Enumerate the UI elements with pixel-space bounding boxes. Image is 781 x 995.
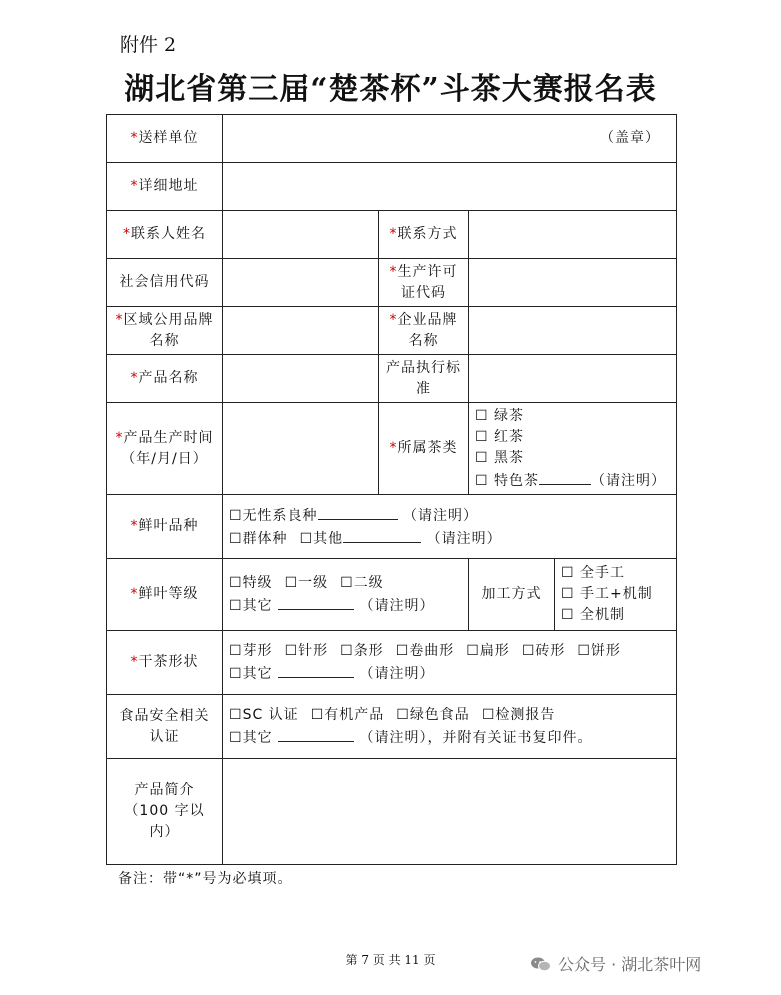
option-organic[interactable]: ☐有机产品 <box>310 706 385 723</box>
option-hand-machine[interactable]: ☐ 手工+机制 <box>561 586 653 602</box>
tea-category-options <box>469 403 677 495</box>
option-shape-needle[interactable]: ☐针形 <box>284 642 329 659</box>
option-shape-bud[interactable]: ☐芽形 <box>229 642 273 659</box>
option-shape-flat[interactable]: ☐扁形 <box>466 642 510 659</box>
option-grade-special[interactable]: ☐特级 <box>229 574 273 591</box>
address-label: *详细地址 <box>107 163 223 211</box>
option-clonal-variety[interactable]: ☐无性系良种 <box>229 507 318 524</box>
leaf-grade-label: *鲜叶等级 <box>107 559 223 631</box>
regional-brand-label: *区域公用品牌名称 <box>107 307 223 355</box>
option-population-variety[interactable]: ☐群体种 <box>229 530 288 547</box>
option-shape-strip[interactable]: ☐条形 <box>340 642 384 659</box>
attachment-label: 附件 2 <box>120 34 177 56</box>
dry-shape-label: *干茶形状 <box>107 631 223 695</box>
option-shape-cake[interactable]: ☐饼形 <box>577 642 621 659</box>
tea-category-label: *所属茶类 <box>379 403 469 495</box>
contact-method-field[interactable] <box>469 211 677 259</box>
dry-shape-options: ☐芽形 ☐针形 ☐条形 ☐卷曲形 ☐扁形 ☐砖形 ☐饼形 ☐其它 （请注明） <box>223 631 677 695</box>
watermark: 公众号 · 湖北茶叶网 <box>530 952 701 975</box>
license-code-label: *生产许可证代码 <box>379 259 469 307</box>
option-shape-brick[interactable]: ☐砖形 <box>521 642 566 659</box>
product-name-label: *产品名称 <box>107 355 223 403</box>
option-sc-cert[interactable]: ☐SC 认证 <box>229 706 299 723</box>
option-grade-first[interactable]: ☐一级 <box>284 574 329 591</box>
exec-standard-field[interactable] <box>469 355 677 403</box>
option-specialty-tea[interactable]: ☐ 特色茶 （请注明） <box>475 469 670 492</box>
contact-name-label: *联系人姓名 <box>107 211 223 259</box>
option-shape-other[interactable]: ☐其它 <box>229 665 273 682</box>
option-shape-curly[interactable]: ☐卷曲形 <box>395 642 455 659</box>
option-grade-second[interactable]: ☐二级 <box>340 574 384 591</box>
production-time-label: *产品生产时间 （年/月/日） <box>107 403 223 495</box>
leaf-variety-options: ☐无性系良种 （请注明） ☐群体种 ☐其他 （请注明） <box>223 495 677 559</box>
product-name-field[interactable] <box>223 355 379 403</box>
wechat-icon <box>530 956 552 972</box>
sender-unit-field[interactable] <box>223 115 677 163</box>
footnote: 备注：带“*”号为必填项。 <box>118 871 293 887</box>
contact-name-field[interactable] <box>223 211 379 259</box>
processing-options <box>555 559 677 631</box>
option-handmade[interactable]: ☐ 全手工 <box>561 565 626 581</box>
regional-brand-field[interactable] <box>223 307 379 355</box>
page-number: 第 7 页 共 11 页 <box>345 953 436 967</box>
intro-field[interactable] <box>223 759 677 865</box>
option-machine[interactable]: ☐ 全机制 <box>561 607 626 623</box>
food-safety-label: 食品安全相关认证 <box>107 695 223 759</box>
registration-form <box>106 114 677 865</box>
license-code-field[interactable] <box>469 259 677 307</box>
contact-method-label: *联系方式 <box>379 211 469 259</box>
enterprise-brand-field[interactable] <box>469 307 677 355</box>
seal-note: （盖章） <box>600 130 660 146</box>
form-title: 湖北省第三届“楚茶杯”斗茶大赛报名表 <box>124 72 657 107</box>
option-green-tea[interactable]: ☐ 绿茶 <box>475 407 525 424</box>
intro-label: 产品简介（100 字以内） <box>107 759 223 865</box>
enterprise-brand-label: *企业品牌名称 <box>379 307 469 355</box>
option-black-tea[interactable]: ☐ 红茶 <box>475 428 525 445</box>
option-green-food[interactable]: ☐绿色食品 <box>396 706 470 723</box>
processing-label: 加工方式 <box>469 559 555 631</box>
credit-code-label: 社会信用代码 <box>107 259 223 307</box>
food-safety-options: ☐SC 认证 ☐有机产品 ☐绿色食品 ☐检测报告 ☐其它 （请注明），并附有关证书复印件。 <box>223 695 677 759</box>
option-cert-other[interactable]: ☐其它 <box>229 729 273 746</box>
leaf-variety-label: *鲜叶品种 <box>107 495 223 559</box>
option-test-report[interactable]: ☐检测报告 <box>481 706 556 723</box>
credit-code-field[interactable] <box>223 259 379 307</box>
option-grade-other[interactable]: ☐其它 <box>229 597 273 614</box>
address-field[interactable] <box>223 163 677 211</box>
exec-standard-label: 产品执行标准 <box>379 355 469 403</box>
production-time-format: （年/月/日） <box>121 450 208 467</box>
sender-unit-label: *送样单位 <box>107 115 223 163</box>
option-dark-tea[interactable]: ☐ 黑茶 <box>475 449 525 466</box>
production-time-field[interactable] <box>223 403 379 495</box>
option-other-variety[interactable]: ☐其他 <box>299 530 344 547</box>
leaf-grade-options: ☐特级 ☐一级 ☐二级 ☐其它 （请注明） <box>223 559 469 631</box>
